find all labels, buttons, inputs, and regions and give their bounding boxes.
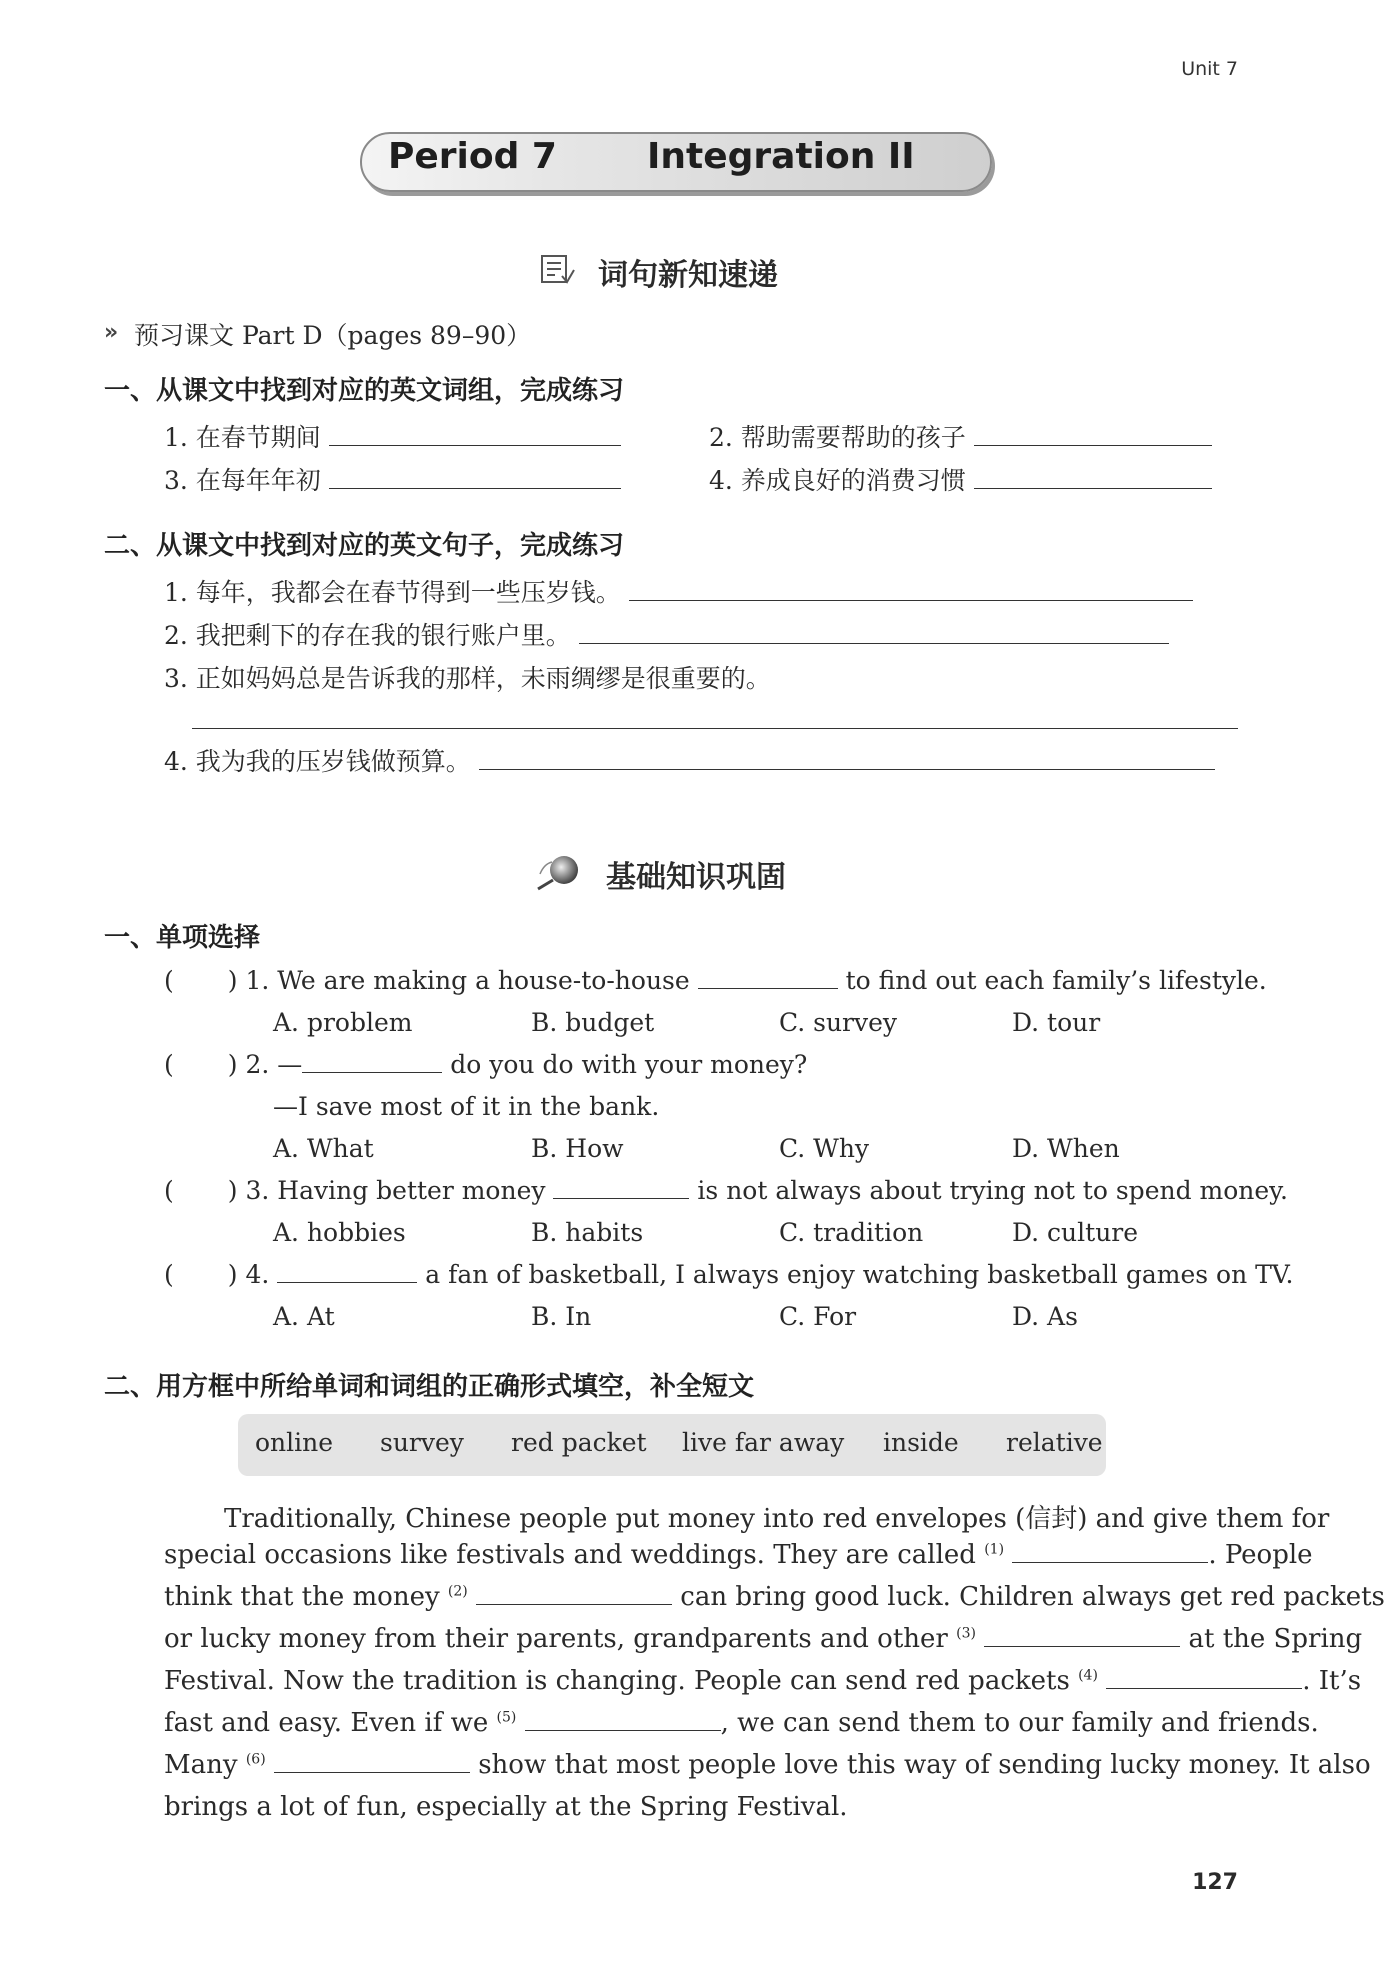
sentence-item: 3. 正如妈妈总是告诉我的那样，未雨绸缪是很重要的。 xyxy=(164,664,771,693)
sentence-item: 4. 我为我的压岁钱做预算。 xyxy=(164,742,1215,778)
option: B. budget xyxy=(531,1008,655,1037)
phrase-item: 1. 在春节期间 xyxy=(164,418,621,454)
passage-line: Traditionally, Chinese people put money into red envelopes (信封) and give them for xyxy=(224,1504,1330,1534)
word-box-item: relative xyxy=(1006,1428,1103,1457)
question-1: ( ) 1. We are making a house-to-house to find out each family’s lifestyle. xyxy=(164,966,1267,995)
answer-line xyxy=(192,728,1238,729)
sentence-item: 1. 每年，我都会在春节得到一些压岁钱。 xyxy=(164,573,1193,609)
word-box-item: online xyxy=(255,1428,334,1457)
passage-line: think that the money $^{(2)}$ can bring good luck. Children always get red packets xyxy=(164,1582,1385,1612)
part2-heading: 二、从课文中找到对应的英文句子，完成练习 xyxy=(104,531,625,561)
notebook-icon xyxy=(540,254,576,286)
period-label: Period 7 xyxy=(388,136,557,177)
question-2: ( ) 2. — do you do with your money? xyxy=(164,1050,808,1079)
option: B. habits xyxy=(531,1218,644,1247)
option: D. tour xyxy=(1012,1008,1101,1037)
page-number: 127 xyxy=(1192,1870,1238,1895)
option: A. At xyxy=(273,1302,335,1331)
word-box-item: inside xyxy=(883,1428,959,1457)
question-2-response: —I save most of it in the bank. xyxy=(273,1092,660,1121)
question-4: ( ) 4. a fan of basketball, I always enjoy watching basketball games on TV. xyxy=(164,1260,1294,1289)
option: B. How xyxy=(531,1134,624,1163)
word-box-item: live far away xyxy=(682,1428,845,1457)
option: D. When xyxy=(1012,1134,1120,1163)
option: C. tradition xyxy=(779,1218,924,1247)
unit-label: Unit 7 xyxy=(1181,58,1238,80)
passage-line: Festival. Now the tradition is changing. People can send red packets $^{(4)}$ . It’s xyxy=(164,1666,1362,1696)
preview-note: 预习课文 Part D（pages 89–90） xyxy=(134,321,532,350)
phrase-item: 3. 在每年年初 xyxy=(164,461,621,497)
phrase-item: 4. 养成良好的消费习惯 xyxy=(709,461,1212,497)
fill-heading: 二、用方框中所给单词和词组的正确形式填空，补全短文 xyxy=(104,1372,755,1402)
option: D. culture xyxy=(1012,1218,1139,1247)
passage-line: fast and easy. Even if we $^{(5)}$ , we can send them to our family and friends. xyxy=(164,1708,1319,1738)
word-box xyxy=(238,1414,1106,1476)
option: A. hobbies xyxy=(273,1218,406,1247)
passage-line: brings a lot of fun, especially at the Spring Festival. xyxy=(164,1792,848,1822)
word-box-item: survey xyxy=(380,1428,464,1457)
word-box-item: red packet xyxy=(511,1428,647,1457)
passage-line: or lucky money from their parents, grandparents and other $^{(3)}$ at the Spring xyxy=(164,1624,1363,1654)
option: D. As xyxy=(1012,1302,1078,1331)
part1-heading: 一、从课文中找到对应的英文词组，完成练习 xyxy=(104,376,625,406)
section-title-basics: 基础知识巩固 xyxy=(606,860,786,895)
phrase-item: 2. 帮助需要帮助的孩子 xyxy=(709,418,1212,454)
period-title: Integration II xyxy=(647,136,915,177)
option: A. What xyxy=(273,1134,374,1163)
sentence-item: 2. 我把剩下的存在我的银行账户里。 xyxy=(164,616,1169,652)
option: C. Why xyxy=(779,1134,870,1163)
option: A. problem xyxy=(273,1008,413,1037)
passage-line: Many $^{(6)}$ show that most people love this way of sending lucky money. It also xyxy=(164,1750,1371,1780)
passage-line: special occasions like festivals and weddings. They are called $^{(1)}$ . People xyxy=(164,1540,1313,1570)
option: C. survey xyxy=(779,1008,898,1037)
section-title-vocab: 词句新知速递 xyxy=(598,258,778,293)
mc-heading: 一、单项选择 xyxy=(104,923,261,953)
chevron-right-icon: » xyxy=(104,320,119,345)
question-3: ( ) 3. Having better money is not always about trying not to spend money. xyxy=(164,1176,1288,1205)
option: B. In xyxy=(531,1302,592,1331)
option: C. For xyxy=(779,1302,857,1331)
magnifier-icon xyxy=(534,852,584,892)
